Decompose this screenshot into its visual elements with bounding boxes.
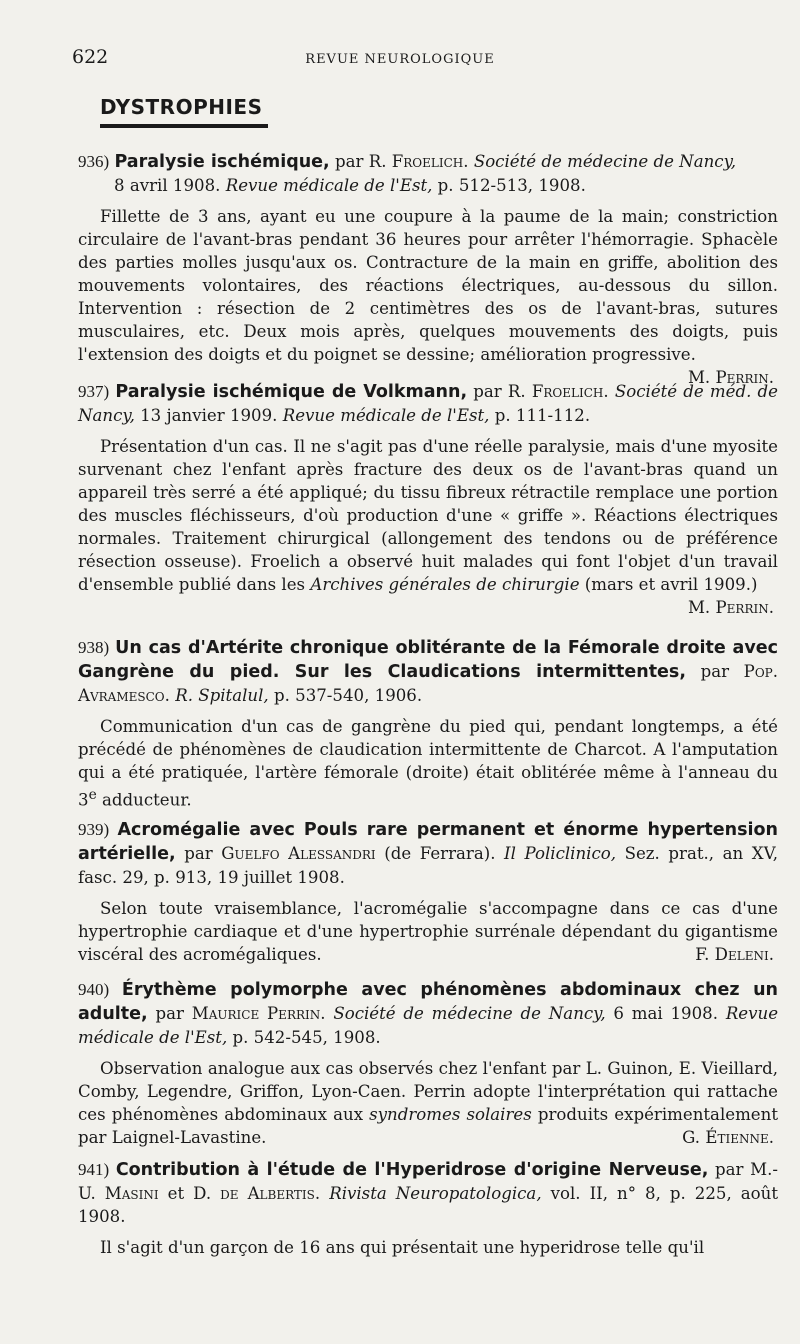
entry-938 [78,636,778,812]
entry-heading: 940) Érythème polymorphe avec phénomènes abdominaux chez un adulte, par Maurice Perrin. Société de médecine de Nancy, 6 mai 1908. Revue médicale de l'Est, p. 542-545, 1908. [78,980,779,1047]
section-title: DYSTROPHIES [100,95,263,119]
author-signature: G. Étienne. [682,1128,774,1147]
entry-abstract: Il s'agit d'un garçon de 16 ans qui présentait une hyperidrose telle qu'il [100,1238,705,1257]
page-number: 622 [72,46,109,68]
entry-heading: 937) Paralysie ischémique de Volkmann, par R. Froelich. Société de méd. de Nancy, 13 janvier 1909. Revue médicale de l'Est, p. 111-112. [78,382,779,425]
entry-939 [78,818,778,966]
entry-941 [78,1158,778,1259]
section-underline [100,124,268,128]
entry-heading: 938) Un cas d'Artérite chronique oblitérante de la Fémorale droite avec Gangrène du pied. Sur les Claudications intermittentes, par Pop. Avramesco. R. Spitalul, p. 537-540, 1906. [78,638,779,705]
entry-heading: 936) Paralysie ischémique, par R. Froelich. Société de médecine de Nancy, 8 avril 1908. Revue médicale de l'Est, p. 512-513, 1908. [78,152,737,195]
entry-abstract: Selon toute vraisemblance, l'acromégalie s'accompagne dans ce cas d'une hypertrophie cardiaque et d'une hypertrophie surrénale dépendant du gigantisme viscéral des acromégaliques. F. Deleni. [78,899,778,964]
entry-940 [78,978,778,1149]
author-signature: M. Perrin. [687,598,774,617]
entry-heading: 939) Acromégalie avec Pouls rare permanent et énorme hypertension artérielle, par Guelfo Alessandri (de Ferrara). Il Policlinico, Sez. prat., an XV, fasc. 29, p. 913, 19 juillet 1908. [78,820,778,887]
entry-abstract: Fillette de 3 ans, ayant eu une coupure à la paume de la main; constriction circulaire de l'avant-bras pendant 36 heures pour arrêter l'hémorragie. Sphacèle des parties molles jusqu'aux os. Contracture de la main en griffe, abolition des mouvements volontaires, des réactions électriques, au-dessous du sillon. Intervention : résection de 2 centimètres des os de l'avant-bras, sutures musculaires, etc. Deux mois après, quelques mouvements des doigts, puis l'extension des doigts et du poignet se dessine; amélioration progressive. M. Perrin. [78,207,778,387]
entry-936 [78,150,778,389]
entry-abstract: Présentation d'un cas. Il ne s'agit pas d'une réelle paralysie, mais d'une myosite survenant chez l'enfant après fracture des deux os de l'avant-bras quand un appareil très serré a été appliqué; du tissu fibreux rétractile remplace une portion des muscles fléchisseurs, d'où production d'une « griffe ». Réactions électriques normales. Traitement chirurgical (allongement des tendons ou de préférence résection osseuse). Froelich a observé huit malades qui font l'objet d'un travail d'ensemble publié dans les Archives générales de chirurgie (mars et avril 1909.) M. Perrin. [78,437,778,617]
entry-937 [78,380,778,619]
author-signature: F. Deleni. [695,945,774,964]
entry-abstract: Observation analogue aux cas observés chez l'enfant par L. Guinon, E. Vieillard, Comby, Legendre, Griffon, Lyon-Caen. Perrin adopte l'interprétation qui rattache ces phénomènes abdominaux aux syndromes solaires produits expérimentalement par Laignel-Lavastine. G. Étienne. [78,1059,778,1147]
running-title: REVUE NEUROLOGIQUE [305,52,495,67]
entry-abstract: Communication d'un cas de gangrène du pied qui, pendant longtemps, a été précédé de phénomènes de claudication intermittente de Charcot. A l'amputation qui a été pratiquée, l'artère fémorale (droite) était oblitérée même à l'anneau du 3e adducteur. [78,717,778,810]
entry-heading: 941) Contribution à l'étude de l'Hyperidrose d'origine Nerveuse, par M.-U. Masini et D. de Albertis. Rivista Neuropatologica, vol. II, n° 8, p. 225, août 1908. [78,1160,778,1226]
author-signature: M. Perrin. [687,368,774,387]
